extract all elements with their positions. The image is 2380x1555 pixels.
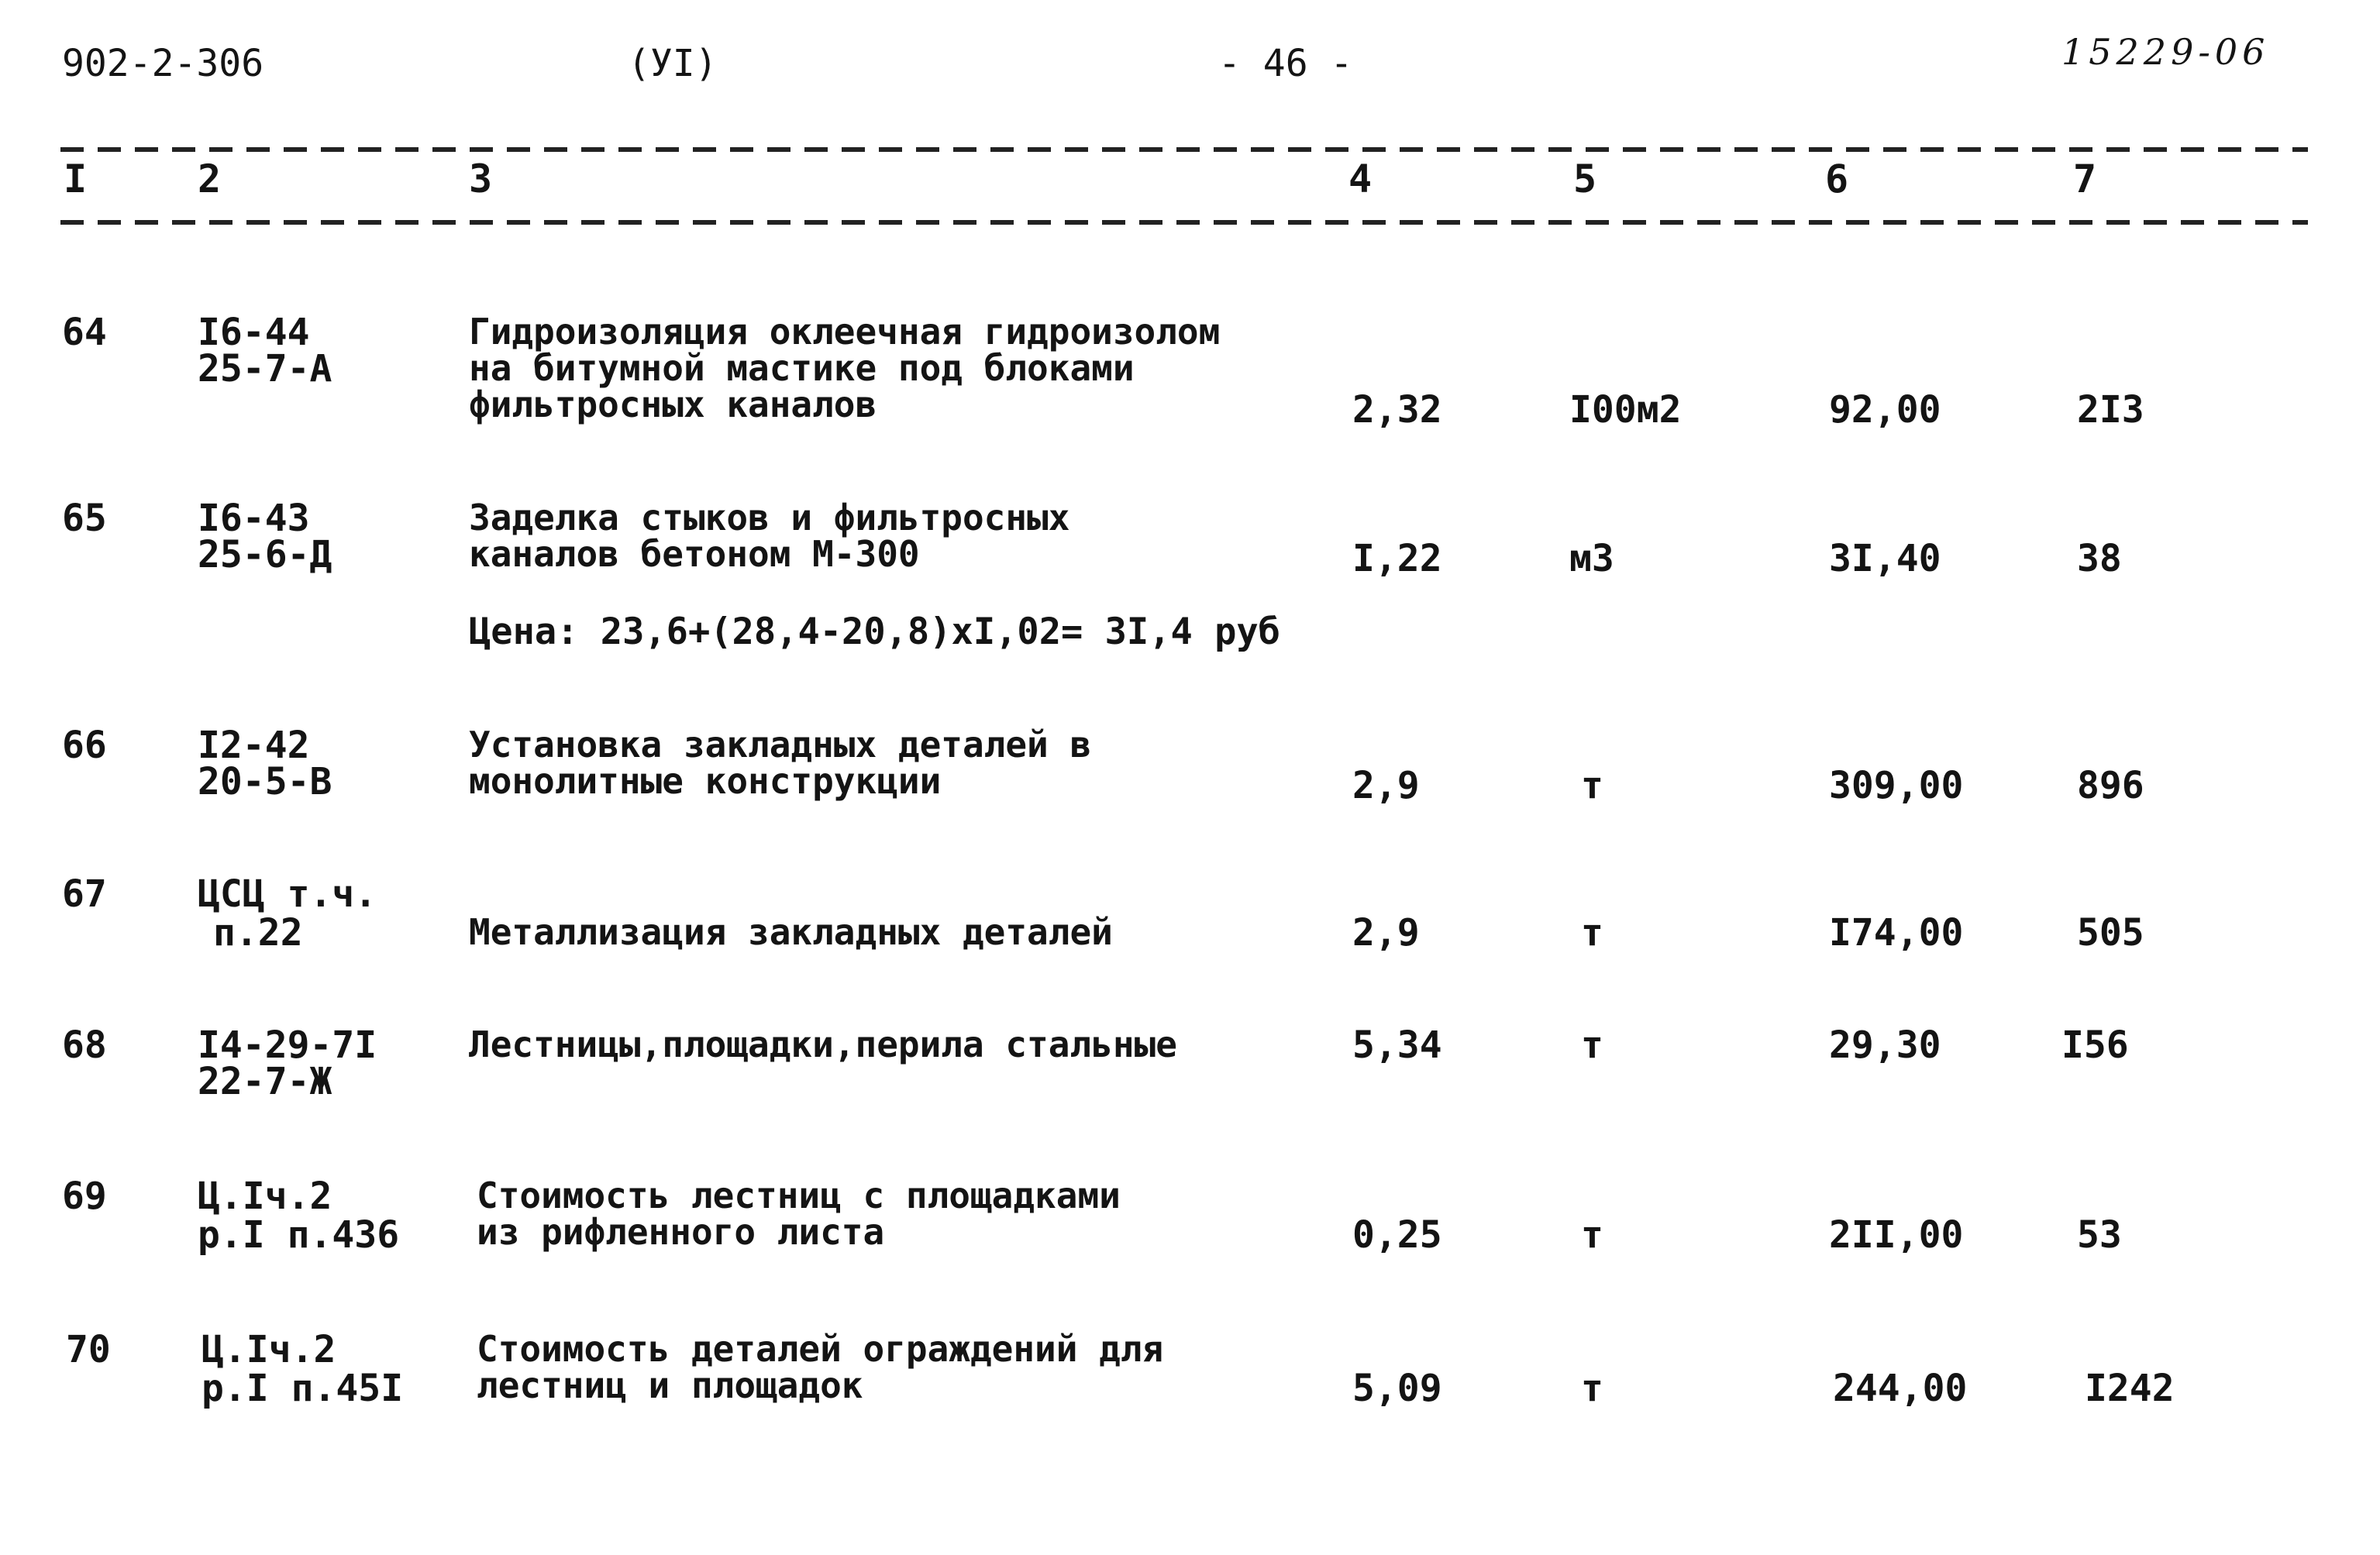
row-number: 64 — [62, 311, 107, 354]
row-description: лестниц и площадок — [477, 1364, 863, 1406]
row-price: 3I,40 — [1829, 537, 1941, 580]
row-unit: т — [1581, 1213, 1603, 1257]
volume-label: (УI) — [628, 42, 718, 85]
row-description: Стоимость деталей ограждений для — [477, 1328, 1164, 1370]
row-description: Гидроизоляция оклеечная гидроизолом — [469, 311, 1221, 353]
row-total: 505 — [2077, 911, 2144, 955]
row-total: 53 — [2077, 1213, 2122, 1257]
row-code: Ц.Iч.2 — [198, 1175, 332, 1218]
row-price: I74,00 — [1829, 911, 1964, 955]
price-calculation-note: Цена: 23,6+(28,4-20,8)хI,02= 3I,4 руб — [469, 611, 1280, 653]
row-code: Ц.Iч.2 — [201, 1328, 336, 1371]
row-quantity: 2,32 — [1352, 388, 1442, 432]
row-total: I56 — [2061, 1023, 2129, 1067]
row-quantity: I,22 — [1352, 537, 1442, 580]
row-code: п.22 — [213, 911, 303, 955]
row-unit: м3 — [1569, 537, 1614, 580]
row-price: 92,00 — [1829, 388, 1941, 432]
row-number: 69 — [62, 1175, 107, 1218]
row-code: ЦСЦ т.ч. — [198, 872, 377, 916]
row-total: I242 — [2085, 1367, 2175, 1410]
row-number: 65 — [62, 497, 107, 540]
row-number: 70 — [66, 1328, 111, 1371]
row-total: 2I3 — [2077, 388, 2144, 432]
row-number: 66 — [62, 724, 107, 767]
row-price: 244,00 — [1833, 1367, 1968, 1410]
row-unit: т — [1581, 1367, 1603, 1410]
row-quantity: 2,9 — [1352, 911, 1420, 955]
row-code: р.I п.45I — [201, 1367, 404, 1410]
row-total: 38 — [2077, 537, 2122, 580]
row-unit: т — [1581, 1023, 1603, 1067]
row-description: монолитные конструкции — [469, 760, 942, 802]
row-quantity: 0,25 — [1352, 1213, 1442, 1257]
col-header-2: 2 — [198, 157, 222, 201]
row-unit: т — [1581, 764, 1603, 807]
row-description: на битумной мастике под блоками — [469, 347, 1135, 389]
row-code: 25-6-Д — [198, 533, 332, 576]
row-price: 309,00 — [1829, 764, 1964, 807]
row-code: I4-29-7I — [198, 1023, 377, 1067]
row-code: 20-5-В — [198, 760, 332, 803]
row-quantity: 2,9 — [1352, 764, 1420, 807]
col-header-5: 5 — [1573, 157, 1597, 201]
row-code: I2-42 — [198, 724, 310, 767]
row-code: I6-44 — [198, 311, 310, 354]
row-quantity: 5,09 — [1352, 1367, 1442, 1410]
row-price: 29,30 — [1829, 1023, 1941, 1067]
header-rule-top — [60, 147, 2308, 152]
header-rule-bottom — [60, 220, 2308, 225]
row-price: 2II,00 — [1829, 1213, 1964, 1257]
row-description: Лестницы,площадки,перила стальные — [469, 1023, 1177, 1065]
row-unit: I00м2 — [1569, 388, 1682, 432]
row-description: Установка закладных деталей в — [469, 724, 1092, 765]
page-number: - 46 - — [1218, 42, 1353, 85]
row-quantity: 5,34 — [1352, 1023, 1442, 1067]
col-header-3: 3 — [469, 157, 493, 201]
row-unit: т — [1581, 911, 1603, 955]
row-code: I6-43 — [198, 497, 310, 540]
row-code: 25-7-А — [198, 347, 332, 390]
row-code: р.I п.436 — [198, 1213, 400, 1257]
row-description: фильтросных каналов — [469, 384, 877, 425]
col-header-1: I — [64, 157, 88, 201]
row-description: каналов бетоном М-300 — [469, 533, 920, 575]
row-description: Стоимость лестниц с площадками — [477, 1175, 1121, 1216]
row-description: из рифленного листа — [477, 1211, 885, 1253]
row-total: 896 — [2077, 764, 2144, 807]
sheet-number: 15229-06 — [2061, 31, 2270, 73]
row-number: 68 — [62, 1023, 107, 1067]
row-description: Металлизация закладных деталей — [469, 911, 1113, 953]
row-code: 22-7-Ж — [198, 1060, 332, 1103]
col-header-6: 6 — [1825, 157, 1849, 201]
col-header-7: 7 — [2073, 157, 2097, 201]
col-header-4: 4 — [1348, 157, 1373, 201]
document-code: 902-2-306 — [62, 42, 264, 85]
row-description: Заделка стыков и фильтросных — [469, 497, 1070, 538]
row-number: 67 — [62, 872, 107, 916]
